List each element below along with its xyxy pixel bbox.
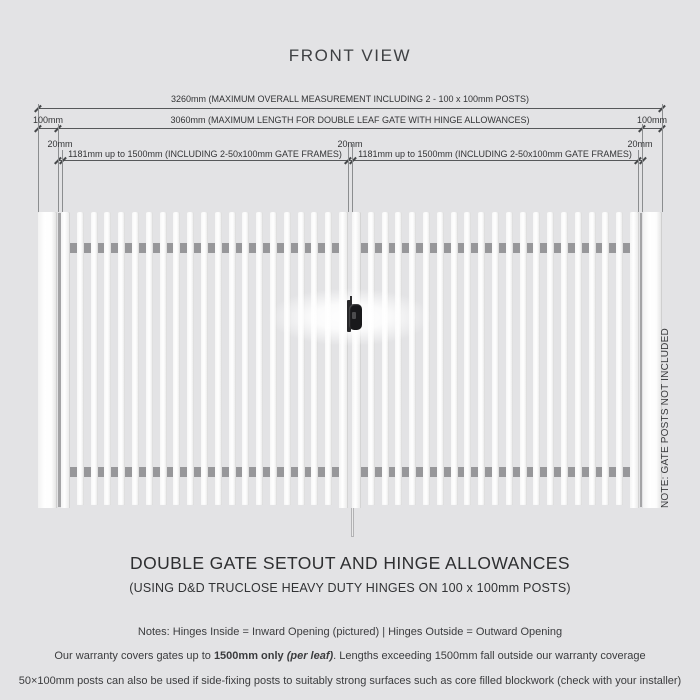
hinges-note: Notes: Hinges Inside = Inward Opening (pictured) | Hinges Outside = Outward Opening [137, 626, 563, 638]
gate-slat [547, 212, 554, 505]
footer-title: DOUBLE GATE SETOUT AND HINGE ALLOWANCES [130, 553, 570, 573]
gate-slat [423, 212, 430, 505]
gate-slat [132, 212, 139, 505]
dimension-line-overall [38, 108, 662, 109]
gate-frame-stile [61, 212, 70, 508]
latch-detail [352, 312, 356, 319]
dim-label-hinge-right: 20mm [627, 139, 653, 149]
warranty-bold: 1500mm only [213, 650, 287, 662]
gate-slat [561, 212, 568, 505]
posts-note: 50×100mm posts can also be used if side-fixing posts to suitably strong surfaces such as core filled blockwork (check with your installer) [18, 675, 682, 687]
extension-line [638, 150, 639, 212]
gate-slat [91, 212, 98, 505]
extension-line [62, 150, 63, 212]
gate-slat [325, 212, 332, 505]
gate-slat [270, 212, 277, 505]
gate-slat [201, 212, 208, 505]
gate-slat [160, 212, 167, 505]
gate-slat [215, 212, 222, 505]
gate-leaf-left [61, 212, 348, 508]
dim-label-post-right: 100mm [636, 115, 667, 125]
gate-slat [368, 212, 375, 505]
dim-label-hinge-left: 20mm [47, 139, 73, 149]
gate-slat [602, 212, 609, 505]
gate-slat [409, 212, 416, 505]
gate-slat [575, 212, 582, 505]
gate-slat [616, 212, 623, 505]
warranty-bold-italic: (per leaf) [286, 650, 334, 662]
dim-label-hinge-middle: 20mm [337, 139, 363, 149]
gate-slat [382, 212, 389, 505]
gate-slat [520, 212, 527, 505]
warranty-note [0, 650, 700, 662]
warranty-suffix: . Lengths exceeding 1500mm fall outside our warranty coverage [333, 650, 646, 662]
gate-slat [464, 212, 471, 505]
gate-slat [478, 212, 485, 505]
gate-leaf-right [352, 212, 639, 508]
gate-slat [242, 212, 249, 505]
front-view-title: FRONT VIEW [288, 46, 412, 65]
gate-slat [589, 212, 596, 505]
gate-slat [298, 212, 305, 505]
gate-slat [229, 212, 236, 505]
gate-frame-stile [339, 212, 348, 508]
gate-slat [118, 212, 125, 505]
warranty-prefix: Our warranty covers gates up to [54, 650, 214, 662]
gate-slat [104, 212, 111, 505]
gate-slat [506, 212, 513, 505]
gate-frame-stile [630, 212, 639, 508]
hinge-gap-shadow-right [640, 213, 643, 507]
gate-slat [311, 212, 318, 505]
gate-posts-note: NOTE: GATE POSTS NOT INCLUDED [660, 328, 671, 508]
gate-slat [533, 212, 540, 505]
dim-label-post-left: 100mm [32, 115, 63, 125]
gate-slat [284, 212, 291, 505]
extension-line [58, 124, 59, 212]
gate-slat [256, 212, 263, 505]
gate-slat [146, 212, 153, 505]
extension-line [642, 124, 643, 212]
dim-label-overall: 3260mm (MAXIMUM OVERALL MEASUREMENT INCLUDING 2 - 100 x 100mm POSTS) [170, 94, 530, 104]
gate-slat [395, 212, 402, 505]
drop-bolt [351, 508, 354, 537]
dim-label-leaf-right: 1181mm up to 1500mm (INCLUDING 2-50x100mm GATE FRAMES) [358, 149, 632, 159]
gate-slat [77, 212, 84, 505]
gate-slat [187, 212, 194, 505]
dim-label-double-leaf: 3060mm (MAXIMUM LENGTH FOR DOUBLE LEAF GATE WITH HINGE ALLOWANCES) [170, 115, 530, 125]
gate-post-left [38, 212, 57, 508]
dim-label-leaf-left: 1181mm up to 1500mm (INCLUDING 2-50x100mm GATE FRAMES) [68, 149, 342, 159]
footer-subtitle: (USING D&D TRUCLOSE HEAVY DUTY HINGES ON 100 x 100mm POSTS) [129, 581, 571, 595]
gate-slat [451, 212, 458, 505]
gate-slats [61, 212, 348, 508]
gate-slat [492, 212, 499, 505]
gate-slats [352, 212, 639, 508]
dimension-line-double-leaf [38, 128, 662, 129]
gate-slat [437, 212, 444, 505]
gate-slat [173, 212, 180, 505]
gate-frame-stile [352, 212, 361, 508]
